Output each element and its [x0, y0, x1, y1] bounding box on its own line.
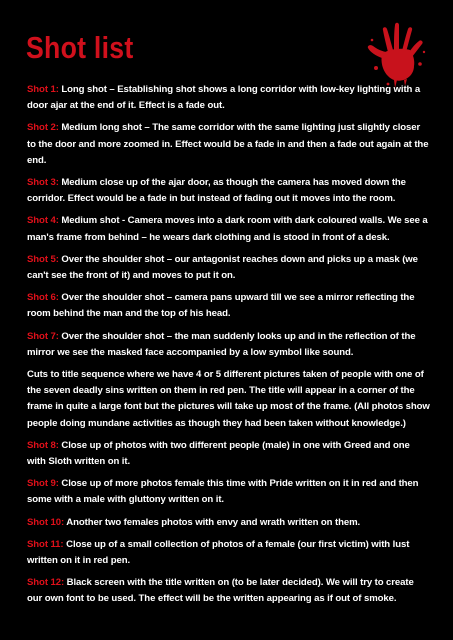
shot-description: Close up of photos with two different people (male) in one with Greed and one with Sloth written on it. — [27, 439, 410, 468]
shot-item — [27, 290, 431, 322]
shot-label: Shot 10: — [27, 516, 65, 528]
shot-description: Cuts to title sequence where we have 4 or 5 different pictures taken of people with one of the seven deadly sins written on them in red pen. The title will appear in a corner of the frame in quite a large font but the pictures will take up most of the frame. (All photos show people doing mundane activities as though they had been taken without knowledge.) — [27, 369, 430, 429]
shot-item — [27, 476, 431, 508]
shot-item — [27, 329, 431, 361]
shot-description: Over the shoulder shot – the man suddenly looks up and in the reflection of the mirror we see the masked face accompanied by a low symbol like sound. — [27, 330, 416, 358]
shot-item — [27, 213, 431, 245]
shot-item — [27, 252, 431, 284]
shot-label: Shot 12: — [27, 577, 65, 589]
page-title: Shot list — [26, 30, 134, 65]
shot-label: Shot 4: — [27, 215, 59, 227]
shot-label: Shot 6: — [27, 292, 59, 304]
shot-description: Close up of more photos female this time with Pride written on it in red and then some with a male with gluttony written on it. — [27, 478, 419, 506]
shot-description: Close up of a small collection of photos of a female (our first victim) with lust written on it in red pen. — [27, 538, 410, 567]
shot-label: Shot 5: — [27, 253, 59, 265]
shot-label: Shot 11: — [27, 538, 64, 550]
shot-description: Medium long shot – The same corridor with the same lighting just slightly closer to the door and more zoomed in. Effect would be a fade in and then a fade out again at the end. — [27, 122, 429, 166]
shot-item — [27, 515, 431, 531]
shot-label: Shot 7: — [27, 330, 59, 342]
shot-item — [27, 537, 431, 569]
shot-description: Medium close up of the ajar door, as though the camera has moved down the corridor. Effect would be a fade in but instead of fading out it moves into the room. — [27, 177, 406, 205]
shot-description: Over the shoulder shot – camera pans upward till we see a mirror reflecting the room behind the man and the top of his head. — [27, 292, 415, 320]
shot-list — [27, 82, 431, 614]
shot-label: Shot 1: — [27, 84, 59, 95]
shot-description: Another two females photos with envy and wrath written on them. — [66, 516, 361, 528]
shot-item — [27, 438, 431, 470]
shot-item — [27, 575, 431, 607]
shot-item — [27, 175, 431, 207]
shot-description: Black screen with the title written on (to be later decided). We will try to create our own font to be used. The effect will be the written appearing as if out of smoke. — [27, 577, 414, 605]
shot-label: Shot 9: — [27, 478, 59, 490]
shot-label: Shot 2: — [27, 122, 59, 134]
red-handprint-icon — [364, 20, 428, 90]
shot-description: Over the shoulder shot – our antagonist reaches down and picks up a mask (we can't see the front of it) and moves to put it on. — [27, 253, 418, 282]
shot-description: Long shot – Establishing shot shows a long corridor with low-key lighting with a door ajar at the end of it. Effect is a fade out. — [27, 84, 421, 112]
shot-item — [27, 120, 431, 169]
shot-item — [27, 82, 431, 114]
shot-description: Medium shot - Camera moves into a dark room with dark coloured walls. We see a man's frame from behind – he wears dark clothing and is stood in front of a desk. — [27, 215, 428, 243]
shot-label: Shot 8: — [27, 439, 59, 451]
title-sequence-note — [27, 367, 431, 432]
shot-label: Shot 3: — [27, 177, 59, 189]
